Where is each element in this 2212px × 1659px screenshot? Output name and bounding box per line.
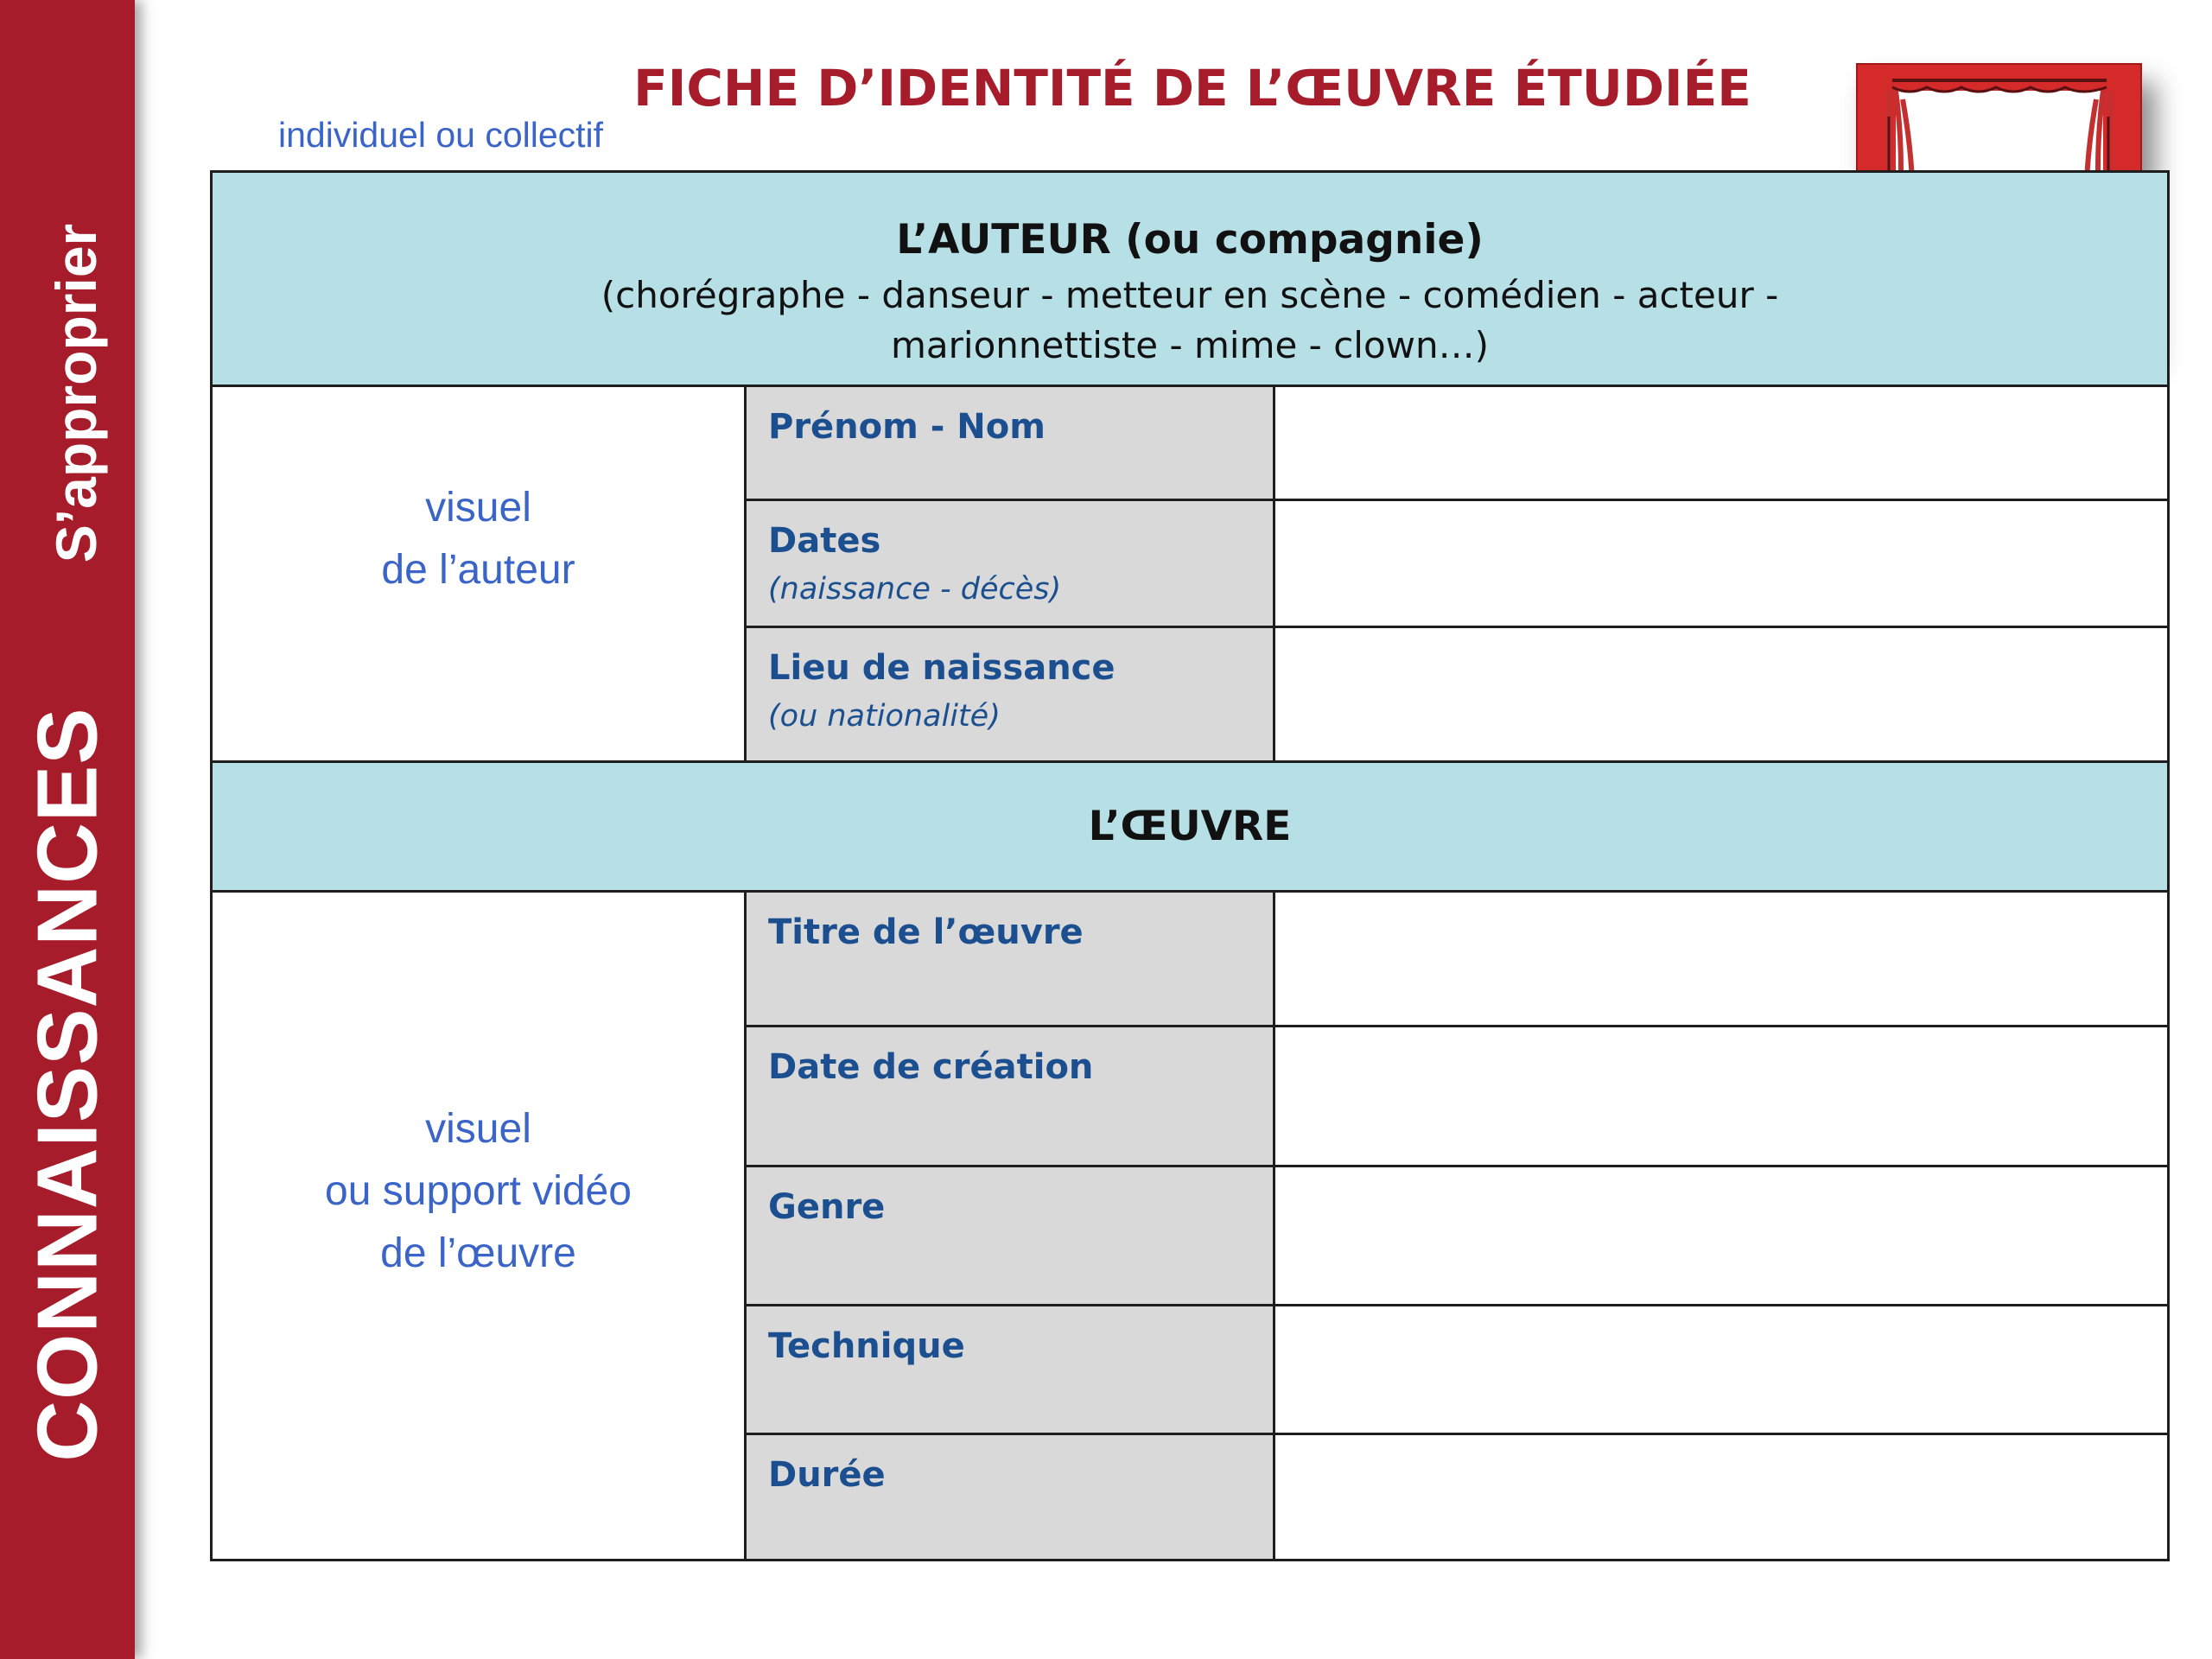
- work-technique-field[interactable]: [1275, 1306, 2167, 1435]
- work-visual-line-1: visuel: [425, 1105, 531, 1152]
- page-subtitle: individuel ou collectif: [278, 115, 604, 155]
- work-genre-field[interactable]: [1275, 1167, 2167, 1306]
- sidebar-main-label: CONNAISSANCES: [19, 707, 115, 1462]
- author-section-title: L’AUTEUR (ou compagnie): [896, 216, 1484, 264]
- work-section-header: [213, 763, 2167, 893]
- identity-form: [210, 170, 2170, 1561]
- work-visual-line-3: de l’œuvre: [380, 1230, 576, 1276]
- author-row-label-name: [744, 387, 1275, 501]
- work-row-label-duration: [744, 1435, 1275, 1559]
- label-technique: Technique: [768, 1326, 965, 1366]
- work-visual-placeholder: [213, 893, 744, 1559]
- sidebar-sub-label: S’approprier: [44, 223, 108, 563]
- author-section-header: [213, 173, 2167, 387]
- work-creation-date-field[interactable]: [1275, 1027, 2167, 1167]
- work-row-label-creation-date: [744, 1027, 1275, 1167]
- work-row-label-title: [744, 893, 1275, 1027]
- page-title: FICHE D’IDENTITÉ DE L’ŒUVRE ÉTUDIÉE: [633, 59, 1751, 118]
- label-dates: Dates: [768, 521, 881, 561]
- label-name: Prénom - Nom: [768, 407, 1046, 447]
- author-row-label-birthplace: [744, 628, 1275, 763]
- label-dates-hint: (naissance - décès): [768, 572, 1062, 607]
- author-visual-line-1: visuel: [425, 485, 531, 531]
- sidebar: [0, 0, 135, 1659]
- work-duration-field[interactable]: [1275, 1435, 2167, 1559]
- label-creation-date: Date de création: [768, 1047, 1094, 1087]
- label-work-title: Titre de l’œuvre: [768, 912, 1084, 952]
- author-dates-field[interactable]: [1275, 501, 2167, 628]
- work-section-title: L’ŒUVRE: [1088, 803, 1292, 850]
- author-birthplace-field[interactable]: [1275, 628, 2167, 763]
- author-row-label-dates: [744, 501, 1275, 628]
- author-section-description-1: (chorégraphe - danseur - metteur en scène - comédien - acteur -: [601, 274, 1779, 316]
- work-title-field[interactable]: [1275, 893, 2167, 1027]
- label-duration: Durée: [768, 1455, 886, 1495]
- work-row-label-genre: [744, 1167, 1275, 1306]
- work-visual-line-2: ou support vidéo: [325, 1167, 632, 1214]
- label-birthplace-hint: (ou nationalité): [768, 699, 1001, 734]
- work-row-label-technique: [744, 1306, 1275, 1435]
- author-visual-line-2: de l’auteur: [381, 547, 575, 593]
- label-birthplace: Lieu de naissance: [768, 648, 1116, 688]
- author-visual-placeholder: [213, 387, 744, 763]
- author-section-description-2: marionnettiste - mime - clown…): [890, 324, 1489, 366]
- label-genre: Genre: [768, 1187, 886, 1227]
- author-name-field[interactable]: [1275, 387, 2167, 501]
